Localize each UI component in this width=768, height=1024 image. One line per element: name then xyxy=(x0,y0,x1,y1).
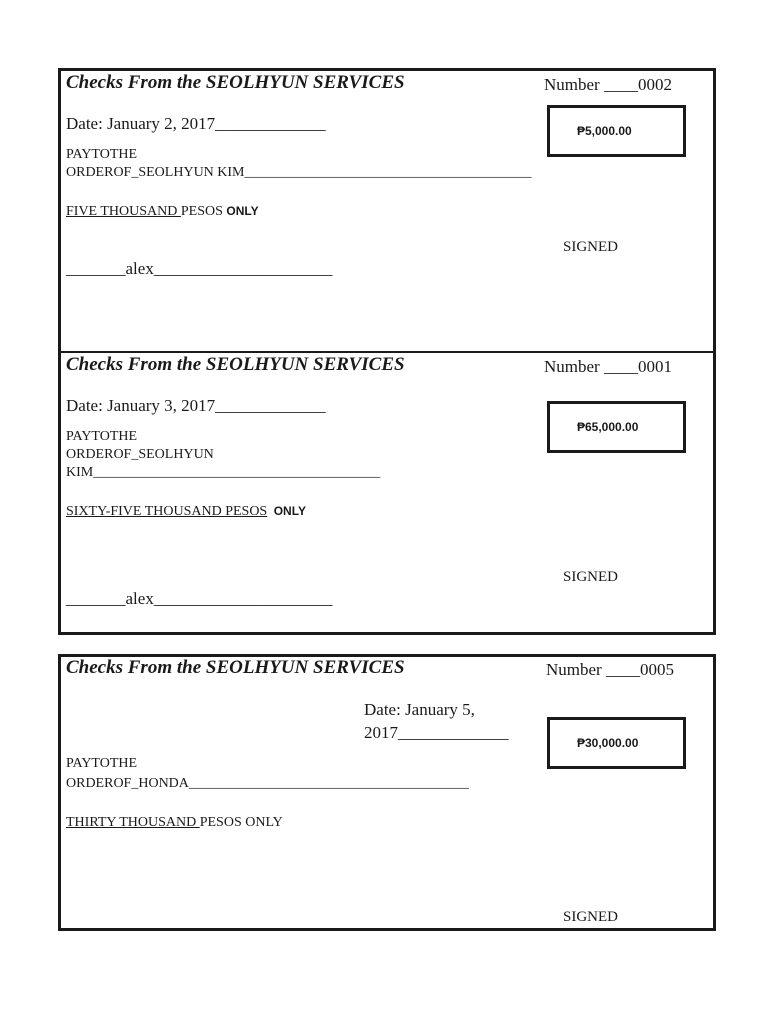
check-date-line-1: Date: January 5, xyxy=(364,700,475,719)
amount-words: SIXTY-FIVE THOUSAND PESOS xyxy=(66,504,268,519)
check-number: Number ____0005 xyxy=(546,660,674,679)
pesos-only-label: PESOS ONLY xyxy=(199,815,283,830)
payee-line: ORDEROF_HONDA________________________________________ xyxy=(66,776,469,791)
check-date xyxy=(364,698,509,744)
check-title: Checks From the SEOLHYUN SERVICES xyxy=(66,354,405,375)
check-number: Number ____0001 xyxy=(544,357,672,376)
payee-line-1: ORDEROF_SEOLHYUN xyxy=(66,447,214,462)
check-title: Checks From the SEOLHYUN SERVICES xyxy=(66,657,405,678)
amount-words-line xyxy=(66,504,306,520)
check-divider xyxy=(58,351,716,353)
check-date: Date: January 3, 2017_____________ xyxy=(66,396,326,415)
check-date: Date: January 2, 2017_____________ xyxy=(66,114,326,133)
signed-label: SIGNED xyxy=(563,569,618,585)
payee-line: ORDEROF_SEOLHYUN KIM_________________________________________ xyxy=(66,165,532,180)
amount-box xyxy=(547,105,686,157)
pay-to-label: PAYTOTHE xyxy=(66,429,138,444)
signed-label: SIGNED xyxy=(563,909,618,925)
payee-line-2: KIM_________________________________________ xyxy=(66,465,381,480)
check-date-line-2: 2017_____________ xyxy=(364,723,509,742)
payee-block xyxy=(66,754,469,794)
check-number: Number ____0002 xyxy=(544,75,672,94)
amount-box xyxy=(547,401,686,453)
pay-to-label: PAYTOTHE xyxy=(66,756,138,771)
amount-value: ₱30,000.00 xyxy=(577,736,639,750)
payee-block xyxy=(66,428,380,482)
signature-line: _______alex_____________________ xyxy=(66,589,333,608)
signed-label: SIGNED xyxy=(563,239,618,255)
only-label: ONLY xyxy=(273,504,306,518)
pay-to-label: PAYTOTHE xyxy=(66,147,138,162)
amount-words: FIVE THOUSAND xyxy=(66,204,181,219)
payee-block xyxy=(66,146,532,182)
amount-box xyxy=(547,717,686,769)
amount-value: ₱65,000.00 xyxy=(577,420,639,434)
check-title: Checks From the SEOLHYUN SERVICES xyxy=(66,72,405,93)
pesos-label: PESOS xyxy=(180,204,223,219)
signature-line: _______alex_____________________ xyxy=(66,259,333,278)
amount-words: THIRTY THOUSAND xyxy=(66,815,200,830)
amount-words-line xyxy=(66,204,259,220)
amount-words-line xyxy=(66,815,283,831)
only-label: ONLY xyxy=(226,204,259,218)
amount-value: ₱5,000.00 xyxy=(577,124,632,138)
